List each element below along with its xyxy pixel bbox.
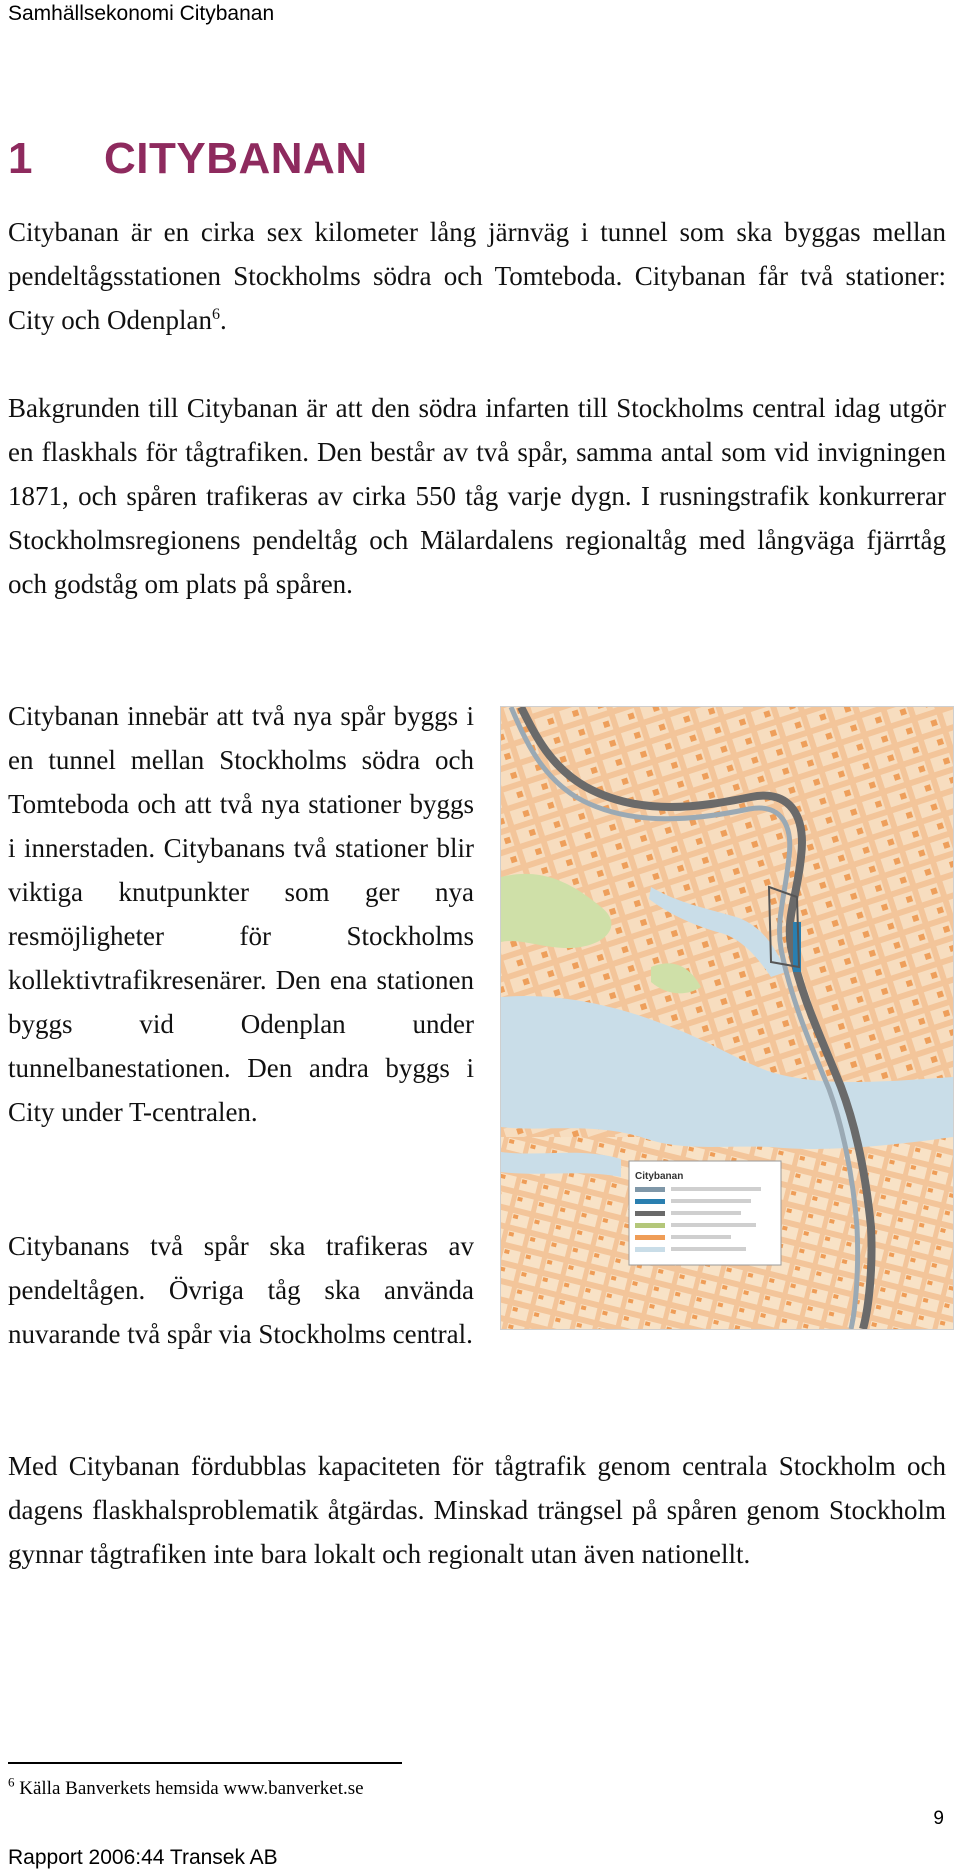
chapter-heading (8, 134, 368, 184)
map-image (501, 707, 953, 1329)
paragraph-tunnel: Citybanan innebär att två nya spår byggs i en tunnel mellan Stockholms södra och Tomteboda och att två nya stationer byggs i innerstaden. Citybanans två stationer blir viktiga knutpunkter som ger nya resmöjligheter för Stockholms kollektivtrafikresenärer. Den ena stationen byggs vid Odenplan under tunnelbanestationen. Den andra byggs i City under T-centralen. (8, 701, 474, 1127)
paragraph-intro-end: . (219, 305, 227, 335)
page-number: 9 (933, 1808, 944, 1829)
paragraph-intro-text: Citybanan är en cirka sex kilometer lång järnväg i tunnel som ska byggas mellan pendeltågsstationen Stockholms södra och Tomteboda. Citybanan får två stationer: City och Odenplan (8, 217, 946, 335)
running-footer: Rapport 2006:44 Transek AB (8, 1846, 278, 1869)
footnote-text: Källa Banverkets hemsida www.banverket.se (19, 1778, 364, 1799)
footnote-reference[interactable]: 6 (211, 306, 220, 323)
legend-title: Citybanan (635, 1171, 684, 1182)
paragraph-capacity: Med Citybanan fördubblas kapaciteten för tågtrafik genom centrala Stockholm och dagens flaskhalsproblematik åtgärdas. Minskad trängsel på spåren genom Stockholm gynnar tågtrafiken inte bara lokalt och regionalt utan även nationellt. (8, 1451, 946, 1569)
chapter-number: 1 (8, 134, 33, 183)
footnote-divider (8, 1762, 402, 1764)
paragraph-tracks: Citybanans två spår ska trafikeras av pendeltågen. Övriga tåg ska använda nuvarande två spår via Stockholms central. (8, 1231, 474, 1349)
footnote-marker: 6 (8, 1774, 15, 1790)
running-header: Samhällsekonomi Citybanan (8, 2, 275, 25)
map-legend (629, 1161, 781, 1265)
chapter-title: CITYBANAN (104, 134, 368, 183)
footnote (8, 1774, 364, 1800)
paragraph-intro (8, 210, 946, 342)
citybanan-map (500, 706, 954, 1330)
paragraph-background: Bakgrunden till Citybanan är att den södra infarten till Stockholms central idag utgör en flaskhals för tågtrafiken. Den består av två spår, samma antal som vid invigningen 1871, och spåren trafikeras av cirka 550 tåg varje dygn. I rusningstrafik konkurrerar Stockholmsregionens pendeltåg och Mälardalens regionaltåg med långväga fjärrtåg och godståg om plats på spåren. (8, 393, 946, 599)
water-south (501, 1152, 621, 1177)
